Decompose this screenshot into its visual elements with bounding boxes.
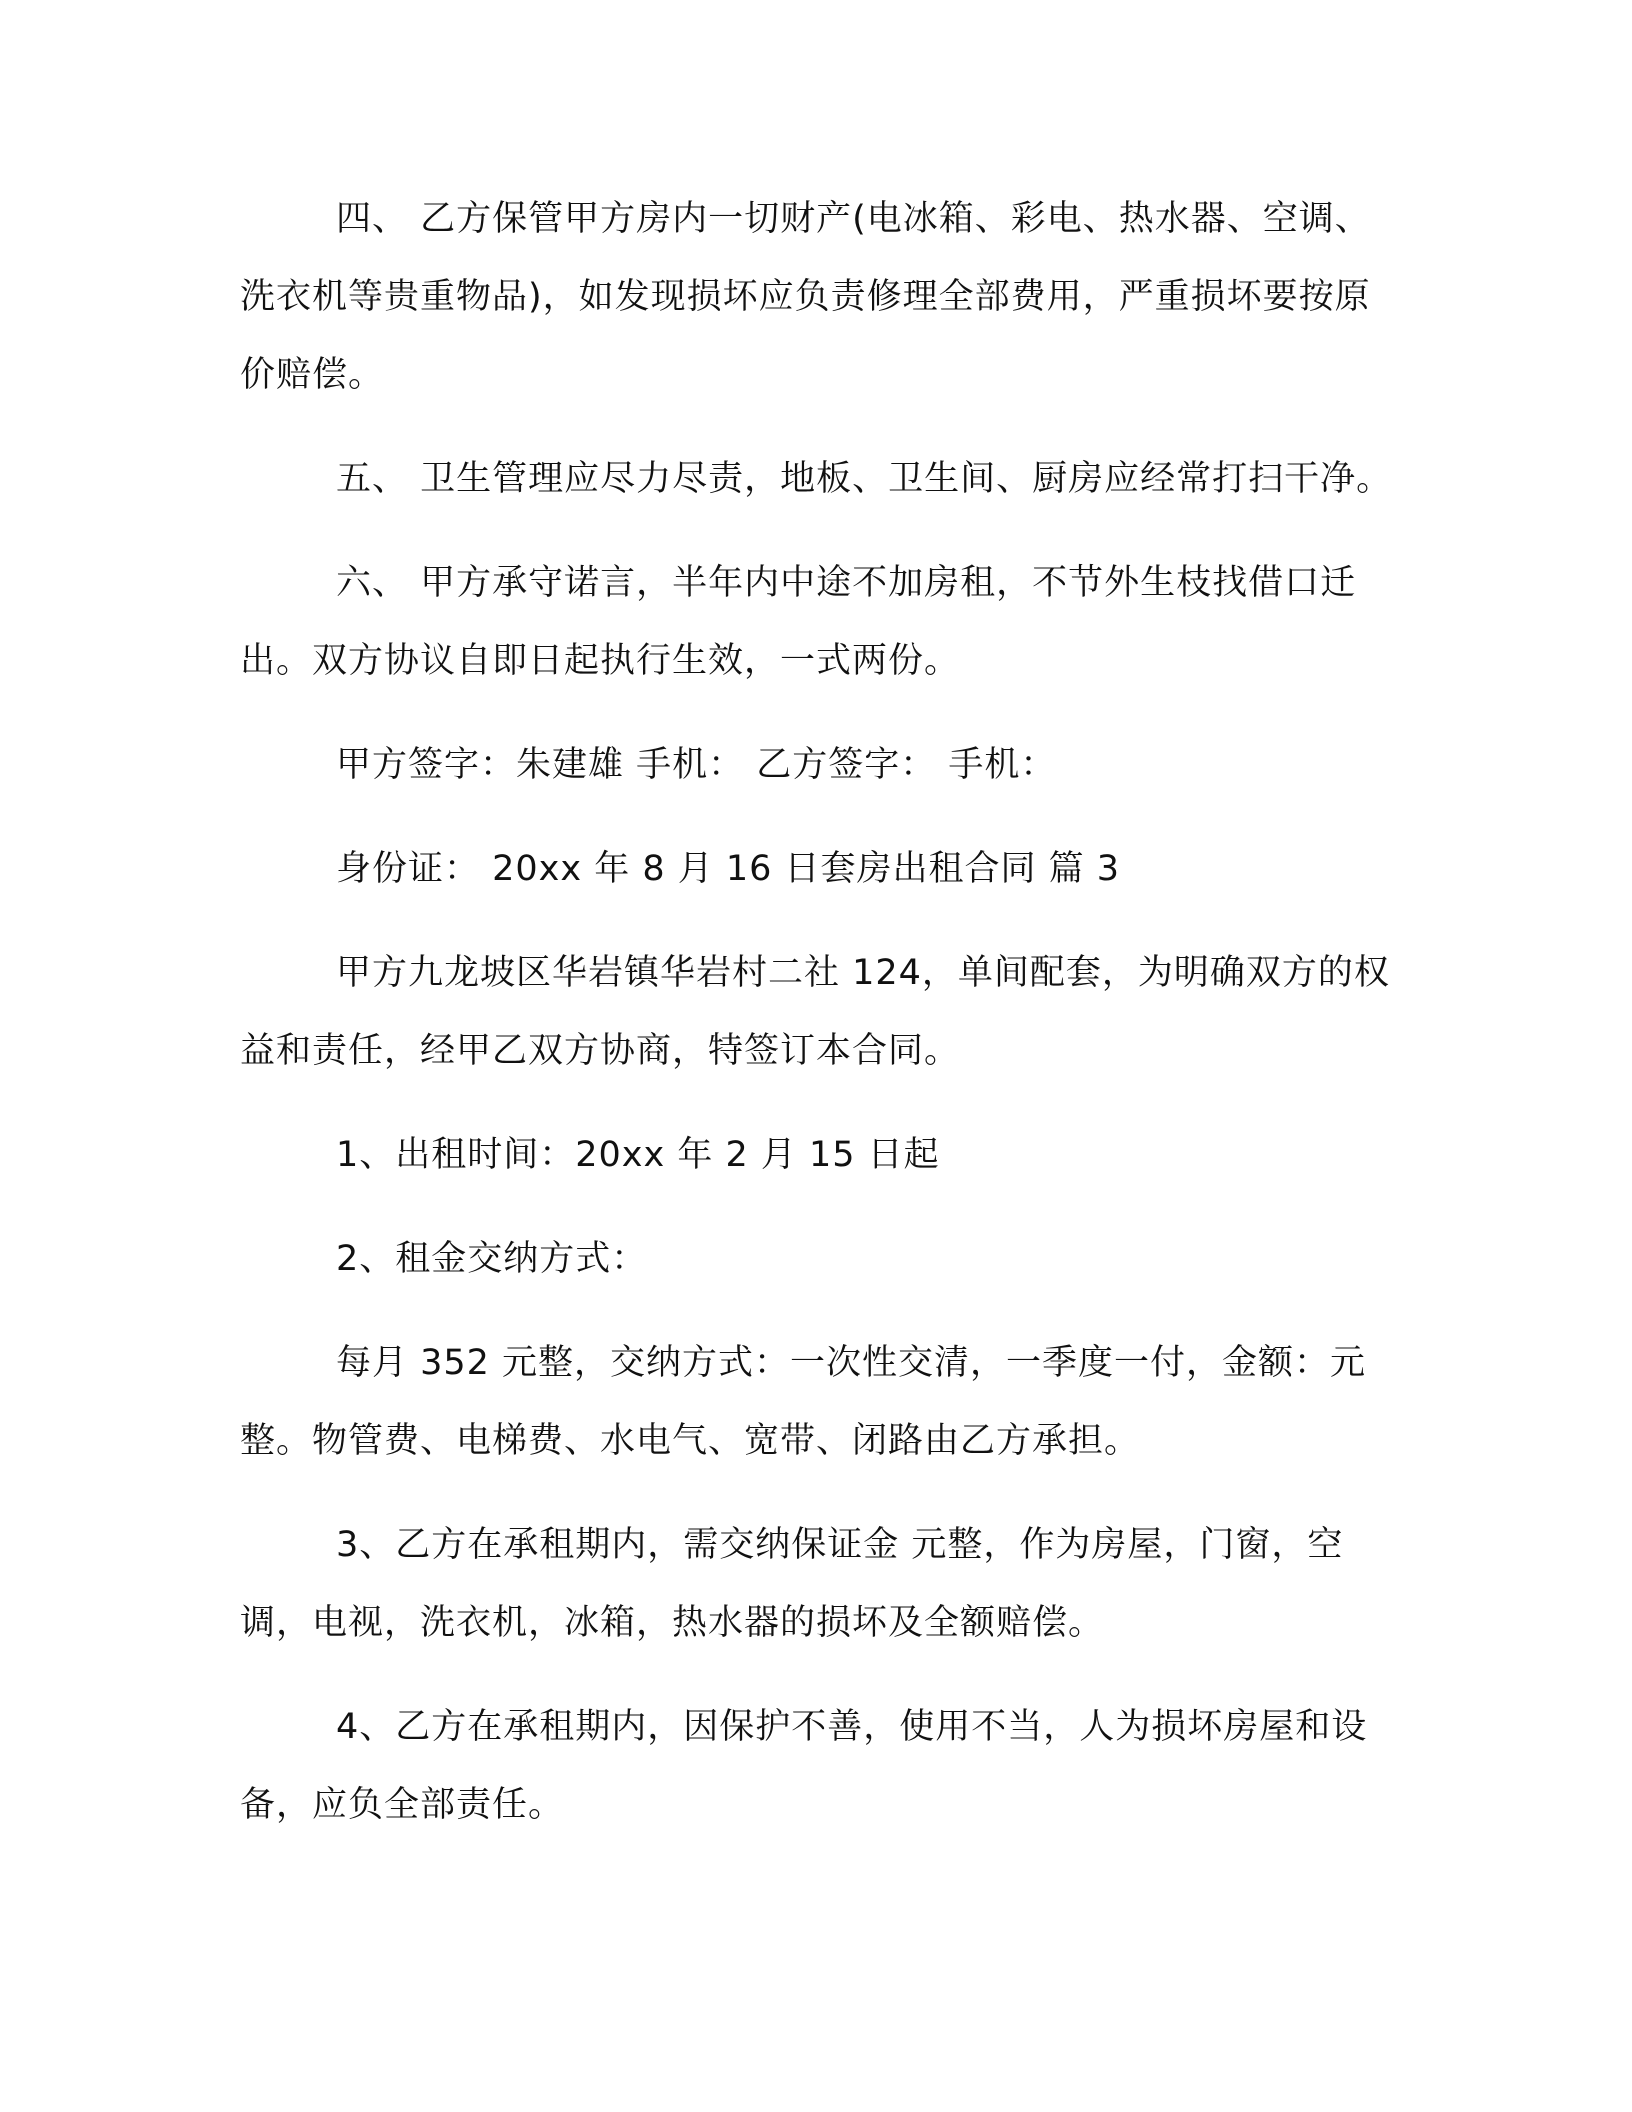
paragraph-deposit: 3、乙方在承租期内，需交纳保证金 元整，作为房屋，门窗，空调，电视，洗衣机，冰箱，热水器的损坏及全额赔偿。 <box>240 1525 1344 1643</box>
paragraph-intro: 甲方九龙坡区华岩镇华岩村二社 124，单间配套，为明确双方的权益和责任，经甲乙双方协商，特签订本合同。 <box>240 953 1390 1071</box>
paragraph-monthly-rent: 每月 352 元整，交纳方式：一次性交清，一季度一付，金额：元整。物管费、电梯费、水电气、宽带、闭路由乙方承担。 <box>240 1343 1367 1461</box>
paragraph-signatures: 甲方签字：朱建雄 手机： 乙方签字： 手机： <box>336 745 1057 785</box>
document-body <box>240 180 1400 1870</box>
paragraph-clause-5: 五、 卫生管理应尽力尽责，地板、卫生间、厨房应经常打扫干净。 <box>336 459 1393 499</box>
paragraph-liability: 4、乙方在承租期内，因保护不善，使用不当，人为损坏房屋和设备，应负全部责任。 <box>240 1707 1368 1825</box>
paragraph-id-date-title: 身份证： 20xx 年 8 月 16 日套房出租合同 篇 3 <box>336 849 1121 889</box>
paragraph-clause-4: 四、 乙方保管甲方房内一切财产(电冰箱、彩电、热水器、空调、洗衣机等贵重物品)，如发现损坏应负责修理全部费用，严重损坏要按原价赔偿。 <box>240 199 1371 395</box>
paragraph-rental-time: 1、出租时间：20xx 年 2 月 15 日起 <box>336 1135 940 1175</box>
paragraph-payment-method-heading: 2、租金交纳方式： <box>336 1239 648 1279</box>
paragraph-clause-6: 六、 甲方承守诺言，半年内中途不加房租，不节外生枝找借口迁出。双方协议自即日起执行生效，一式两份。 <box>240 563 1357 681</box>
